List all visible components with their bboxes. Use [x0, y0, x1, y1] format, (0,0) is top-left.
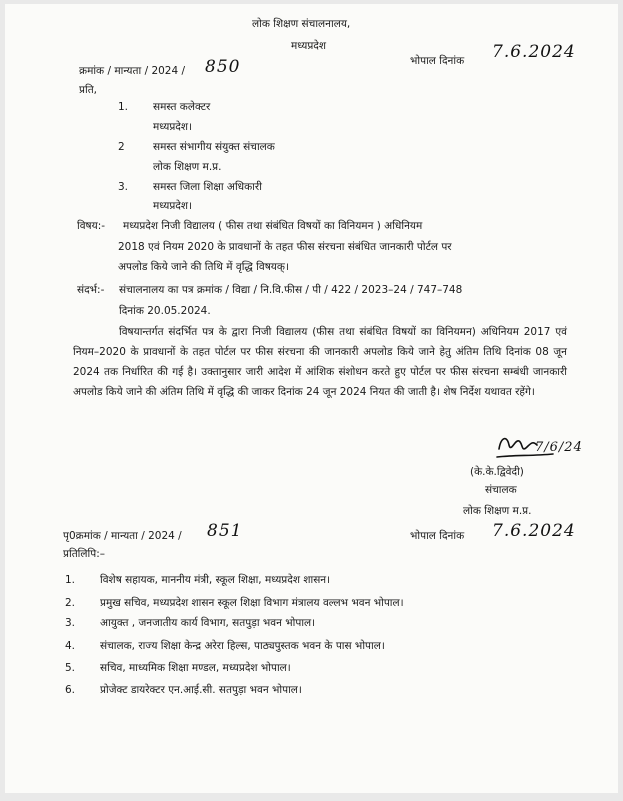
copy-item-text: सचिव, माध्यमिक शिक्षा मण्डल, मध्यप्रदेश भोपाल। — [100, 662, 291, 674]
copy-to-label: प्रतिलिपि:– — [63, 548, 105, 560]
recipient-line1: समस्त संभागीय संयुक्त संचालक — [153, 141, 275, 153]
reference-line1: संचालनालय का पत्र क्रमांक / विद्या / नि.वि.फीस / पी / 422 / 2023–24 / 747–748 — [119, 284, 463, 296]
endorsement-reference-prefix: पृ0क्रमांक / मान्यता / 2024 / — [63, 530, 182, 542]
recipient-number: 3. — [118, 181, 129, 193]
subject-line1: मध्यप्रदेश निजी विद्यालय ( फीस तथा संबंधित विषयों का विनियमन ) अधिनियम — [123, 220, 423, 232]
signatory-name: (के.के.द्विवेदी) — [470, 466, 524, 478]
signature-date: 7/6/24 — [535, 440, 583, 455]
to-label: प्रति, — [79, 84, 98, 96]
handwritten-endorsement-number: 851 — [207, 521, 243, 541]
signatory-designation: संचालक — [485, 484, 517, 496]
recipient-line1: समस्त कलेक्टर — [153, 101, 211, 113]
recipient-line2: मध्यप्रदेश। — [153, 121, 192, 133]
body-paragraph: विषयान्तर्गत संदर्भित पत्र के द्वारा निजी विद्यालय (फीस तथा संबंधित विषयों का विनियमन) अधिनियम 2017 एवं नियम–2020 के प्रावधानों के तहत पोर्टल पर फीस संरचना की जानकारी अपलोड किये जाने हेतु अंतिम तिथि दिनांक 08 जून 2024 तक निर्धारित की गई है। उक्तानुसार जारी आदेश में आंशिक संशोधन करते हुए पोर्टल पर फीस संरचना सम्बंधी जानकारी अपलोड किये जाने की अंतिम तिथि में वृद्धि की जाकर दिनांक 24 जून 2024 नियत की जाती है। शेष निर्देश यथावत रहेंगे। — [73, 326, 567, 398]
copy-item-number: 3. — [65, 617, 76, 629]
copy-item-text: विशेष सहायक, माननीय मंत्री, स्कूल शिक्षा, मध्यप्रदेश शासन। — [100, 574, 331, 586]
recipient-line2: मध्यप्रदेश। — [153, 200, 192, 212]
endorsement-place-date-label: भोपाल दिनांक — [410, 530, 465, 542]
handwritten-endorsement-date: 7.6.2024 — [492, 521, 576, 541]
office-name: लोक शिक्षण संचालनालय, — [252, 18, 351, 30]
recipient-number: 2 — [118, 141, 125, 153]
copy-item-number: 6. — [65, 684, 76, 696]
place-date-label: भोपाल दिनांक — [410, 55, 465, 67]
recipient-line2: लोक शिक्षण म.प्र. — [153, 161, 222, 173]
copy-item-text: प्रमुख सचिव, मध्यप्रदेश शासन स्कूल शिक्षा विभाग मंत्रालय वल्लभ भवन भोपाल। — [100, 597, 404, 609]
copy-item-text: संचालक, राज्य शिक्षा केन्द्र अरेरा हिल्स, पाठ्यपुस्तक भवन के पास भोपाल। — [100, 640, 385, 652]
recipient-number: 1. — [118, 101, 129, 113]
copy-item-number: 2. — [65, 597, 76, 609]
document-page — [5, 4, 618, 793]
handwritten-date: 7.6.2024 — [492, 42, 576, 62]
copy-item-text: प्रोजेक्ट डायरेक्टर एन.आई.सी. सतपुड़ा भवन भोपाल। — [100, 684, 302, 696]
reference-label: संदर्भ:- — [77, 284, 105, 296]
signatory-office: लोक शिक्षण म.प्र. — [463, 505, 532, 517]
recipient-line1: समस्त जिला शिक्षा अधिकारी — [153, 181, 262, 193]
subject-line3: अपलोड किये जाने की तिथि में वृद्धि विषयक्। — [118, 261, 289, 273]
copy-item-text: आयुक्त , जनजातीय कार्य विभाग, सतपुड़ा भवन भोपाल। — [100, 617, 316, 629]
subject-label: विषय:- — [77, 220, 106, 232]
reference-line2: दिनांक 20.05.2024. — [119, 305, 211, 317]
state-name: मध्यप्रदेश — [291, 40, 327, 52]
copy-item-number: 4. — [65, 640, 76, 652]
copy-item-number: 5. — [65, 662, 76, 674]
subject-line2: 2018 एवं नियम 2020 के प्रावधानों के तहत फीस संरचना संबंधित जानकारी पोर्टल पर — [118, 241, 452, 253]
copy-item-number: 1. — [65, 574, 76, 586]
handwritten-reference-number: 850 — [205, 57, 241, 77]
reference-number-prefix: क्रमांक / मान्यता / 2024 / — [79, 65, 186, 77]
